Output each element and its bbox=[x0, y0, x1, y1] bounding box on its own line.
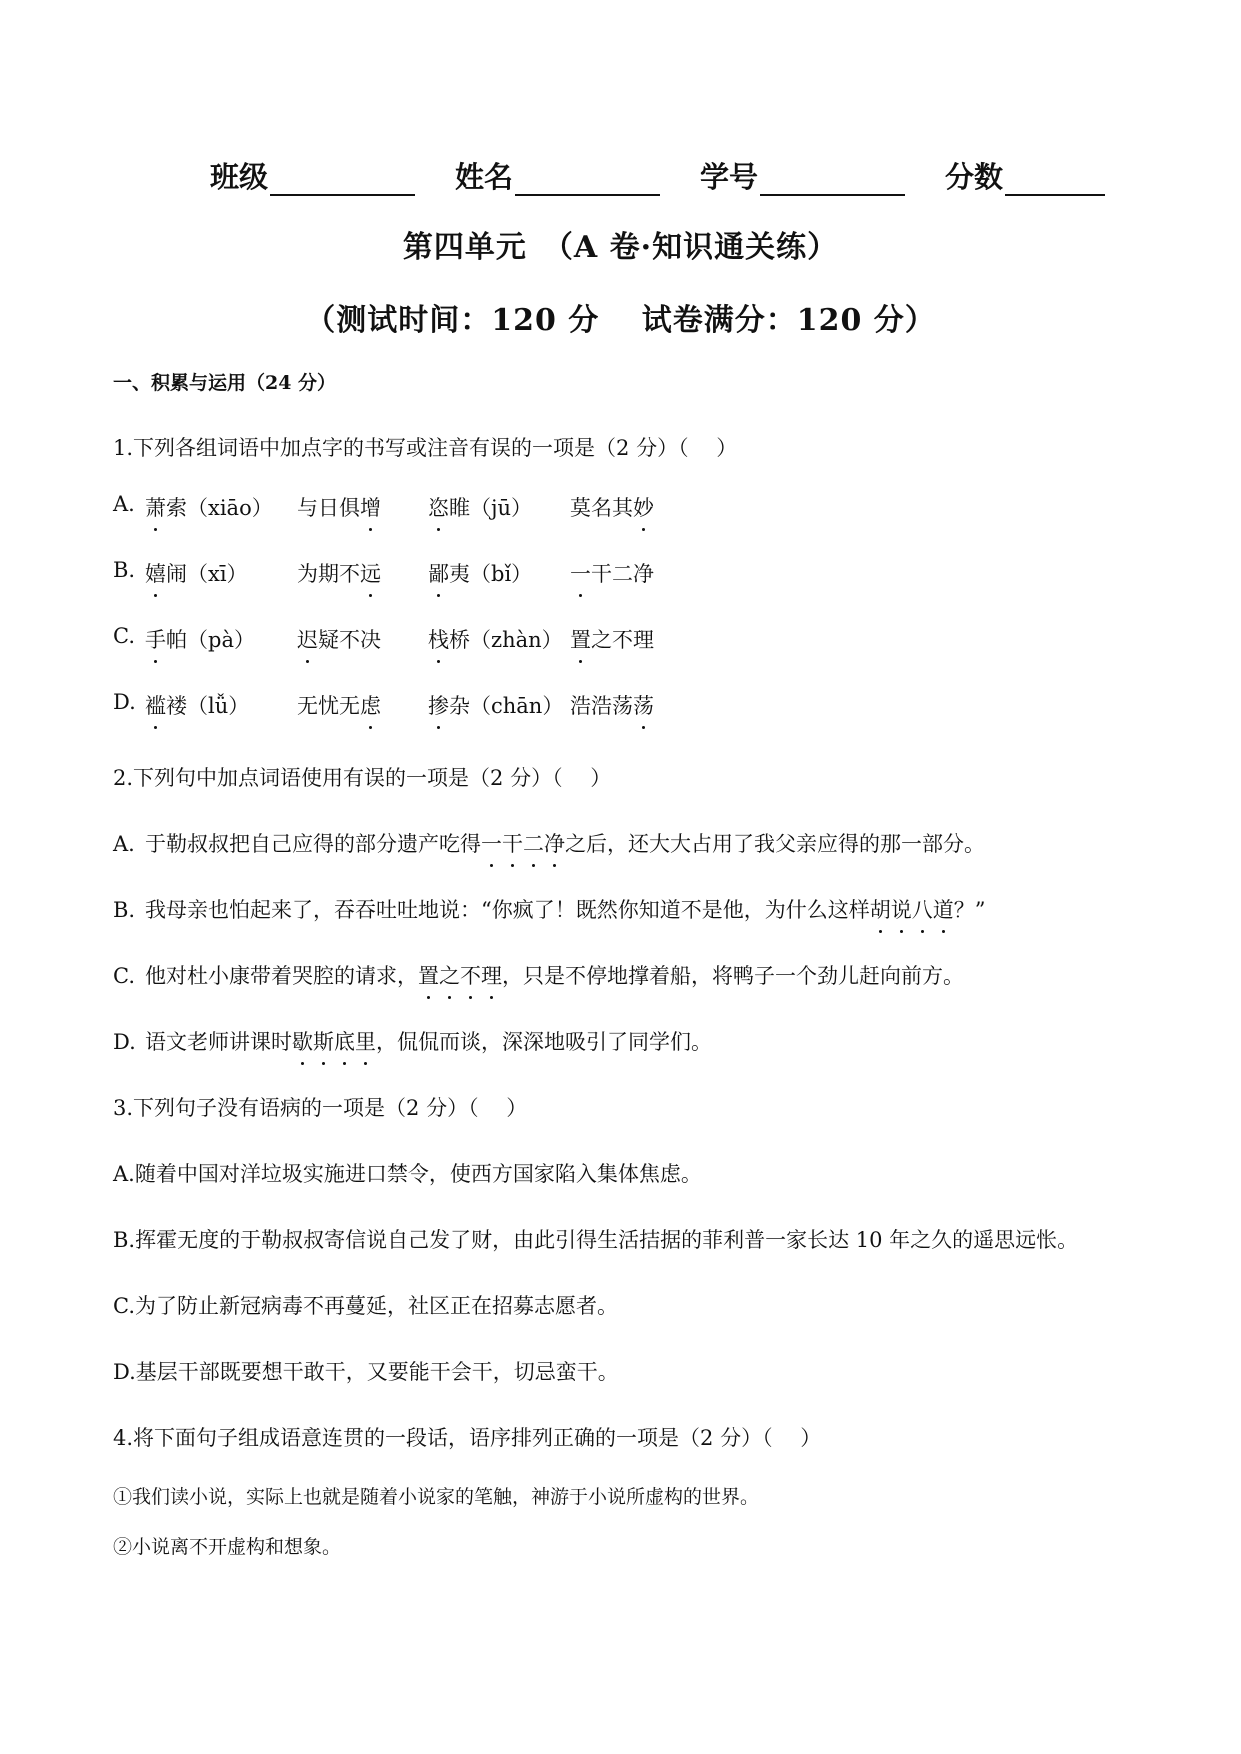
dotted-char: 增 bbox=[360, 492, 381, 522]
section-heading: 一、积累与运用（24 分） bbox=[113, 372, 337, 394]
q3-option-d: D.基层干部既要想干敢干，又要能干会干，切忌蛮干。 bbox=[113, 1360, 619, 1384]
q4-sentence-2: ②小说离不开虚构和想象。 bbox=[113, 1536, 342, 1558]
option-word: 恣睢（jū） bbox=[428, 492, 532, 522]
q3-stem: 3.下列句子没有语病的一项是（2 分）（ ） bbox=[113, 1096, 528, 1120]
dotted-char: 理 bbox=[481, 960, 502, 990]
q4-stem: 4.将下面句子组成语意连贯的一段话，语序排列正确的一项是（2 分）（ ） bbox=[113, 1426, 822, 1450]
dotted-char: 一 bbox=[481, 828, 502, 858]
option-text: 之后，还大大占用了我父亲应得的那一部分。 bbox=[565, 832, 985, 856]
option-letter: A. bbox=[113, 832, 135, 856]
q3-option-b: B.挥霍无度的于勒叔叔寄信说自己发了财，由此引得生活拮据的菲利普一家长达 10 年之久的遥思远怅。 bbox=[113, 1228, 1079, 1252]
option-text: 他对杜小康带着哭腔的请求， bbox=[145, 964, 418, 988]
option-word: 浩浩荡荡 bbox=[570, 690, 654, 720]
option-word: 一干二净 bbox=[570, 558, 654, 588]
option-text: ，只是不停地撑着船，将鸭子一个劲儿赶向前方。 bbox=[502, 964, 964, 988]
dotted-word bbox=[292, 1030, 376, 1054]
option-word: 置之不理 bbox=[570, 624, 654, 654]
dotted-char: 迟 bbox=[297, 624, 318, 654]
q2-option-c bbox=[113, 960, 964, 990]
number-field bbox=[700, 155, 905, 196]
dotted-char: 置 bbox=[418, 960, 439, 990]
dotted-char: 置 bbox=[570, 624, 591, 654]
option-word: 无忧无虑 bbox=[297, 690, 381, 720]
dotted-word bbox=[870, 898, 954, 922]
dotted-char: 掺 bbox=[428, 690, 449, 720]
option-text: 我母亲也怕起来了，吞吞吐吐地说：“你疯了！既然你知道不是他，为什么这样 bbox=[145, 898, 870, 922]
dotted-char: 二 bbox=[523, 828, 544, 858]
name-blank[interactable] bbox=[515, 168, 660, 196]
q2-option-a bbox=[113, 828, 985, 858]
dotted-char: 里 bbox=[355, 1026, 376, 1056]
dotted-char: 远 bbox=[360, 558, 381, 588]
class-field bbox=[210, 155, 415, 196]
option-text: ？” bbox=[953, 898, 986, 922]
score-label: 分数 bbox=[945, 160, 1004, 194]
option-text: 语文老师讲课时 bbox=[145, 1030, 292, 1054]
dotted-word bbox=[418, 964, 502, 988]
dotted-char: 一 bbox=[570, 558, 591, 588]
q3-option-c: C.为了防止新冠病毒不再蔓延，社区正在招募志愿者。 bbox=[113, 1294, 618, 1318]
option-letter: C. bbox=[113, 964, 135, 988]
test-info: （测试时间：120 分 试卷满分：120 分） bbox=[305, 303, 936, 338]
number-label: 学号 bbox=[700, 160, 759, 194]
class-blank[interactable] bbox=[270, 168, 415, 196]
dotted-char: 胡 bbox=[870, 894, 891, 924]
dotted-char: 净 bbox=[544, 828, 565, 858]
dotted-char: 栈 bbox=[428, 624, 449, 654]
dotted-char: 底 bbox=[334, 1026, 355, 1056]
dotted-char: 说 bbox=[891, 894, 912, 924]
option-letter: B. bbox=[113, 898, 136, 922]
q3-option-a: A.随着中国对洋垃圾实施进口禁令，使西方国家陷入集体焦虑。 bbox=[113, 1162, 702, 1186]
q2-option-d bbox=[113, 1026, 712, 1056]
dotted-char: 歇 bbox=[292, 1026, 313, 1056]
option-word: 掺杂（chān） bbox=[428, 690, 563, 720]
option-letter: A. bbox=[113, 492, 135, 516]
dotted-char: 斯 bbox=[313, 1026, 334, 1056]
dotted-char: 恣 bbox=[428, 492, 449, 522]
option-letter: D. bbox=[113, 690, 136, 714]
score-blank[interactable] bbox=[1005, 168, 1105, 196]
q1-stem: 1.下列各组词语中加点字的书写或注音有误的一项是（2 分）（ ） bbox=[113, 436, 738, 460]
dotted-word bbox=[481, 832, 565, 856]
dotted-char: 嬉 bbox=[145, 558, 166, 588]
option-word: 嬉闹（xī） bbox=[145, 558, 248, 588]
option-word: 莫名其妙 bbox=[570, 492, 654, 522]
dotted-char: 褴 bbox=[145, 690, 166, 720]
option-word: 褴褛（lǚ） bbox=[145, 690, 249, 720]
class-label: 班级 bbox=[210, 160, 269, 194]
q2-stem: 2.下列句中加点词语使用有误的一项是（2 分）（ ） bbox=[113, 766, 612, 790]
dotted-char: 虑 bbox=[360, 690, 381, 720]
option-word: 为期不远 bbox=[297, 558, 381, 588]
dotted-char: 道 bbox=[933, 894, 954, 924]
name-field bbox=[455, 155, 660, 196]
name-label: 姓名 bbox=[455, 160, 514, 194]
dotted-char: 荡 bbox=[633, 690, 654, 720]
option-text: ，侃侃而谈，深深地吸引了同学们。 bbox=[376, 1030, 712, 1054]
option-letter: D. bbox=[113, 1030, 136, 1054]
option-word: 栈桥（zhàn） bbox=[428, 624, 563, 654]
q2-option-b bbox=[113, 894, 985, 924]
option-word: 萧索（xiāo） bbox=[145, 492, 273, 522]
option-word: 迟疑不决 bbox=[297, 624, 381, 654]
option-word: 手帕（pà） bbox=[145, 624, 255, 654]
option-text: 于勒叔叔把自己应得的部分遗产吃得 bbox=[145, 832, 481, 856]
dotted-char: 不 bbox=[460, 960, 481, 990]
dotted-char: 萧 bbox=[145, 492, 166, 522]
dotted-char: 之 bbox=[439, 960, 460, 990]
option-word: 与日俱增 bbox=[297, 492, 381, 522]
option-word: 鄙夷（bǐ） bbox=[428, 558, 532, 588]
q4-sentence-1: ①我们读小说，实际上也就是随着小说家的笔触，神游于小说所虚构的世界。 bbox=[113, 1486, 760, 1508]
option-letter: B. bbox=[113, 558, 136, 582]
dotted-char: 干 bbox=[502, 828, 523, 858]
dotted-char: 八 bbox=[912, 894, 933, 924]
dotted-char: 鄙 bbox=[428, 558, 449, 588]
option-letter: C. bbox=[113, 624, 135, 648]
student-info-row bbox=[210, 155, 1171, 196]
unit-title: 第四单元 （A 卷·知识通关练） bbox=[402, 230, 839, 265]
score-field bbox=[945, 155, 1105, 196]
dotted-char: 妙 bbox=[633, 492, 654, 522]
number-blank[interactable] bbox=[760, 168, 905, 196]
dotted-char: 手 bbox=[145, 624, 166, 654]
